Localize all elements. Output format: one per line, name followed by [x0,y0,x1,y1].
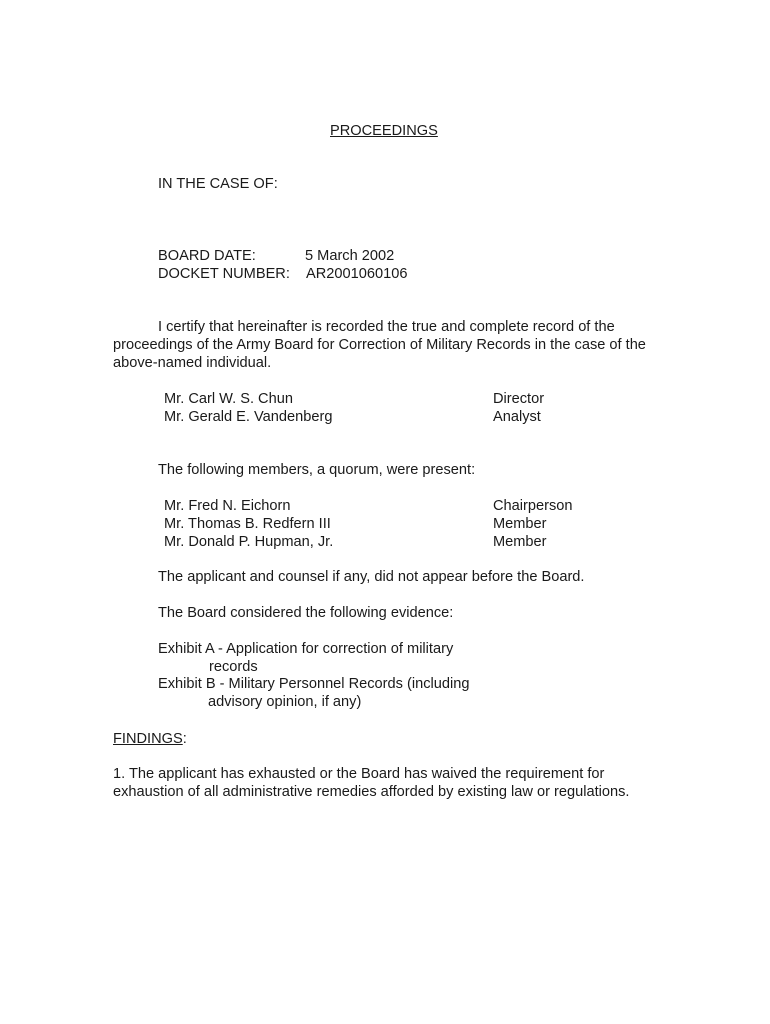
member-name: Mr. Donald P. Hupman, Jr. [164,534,334,550]
quorum-statement: The following members, a quorum, were present: [158,462,476,478]
staff-role: Analyst [493,409,541,425]
findings-heading [113,730,187,748]
docket-number-label: DOCKET NUMBER: [158,266,290,282]
board-date-value: 5 March 2002 [305,248,395,264]
member-role: Member [493,516,547,532]
exhibit-line-continued: advisory opinion, if any) [208,694,362,710]
member-role: Chairperson [493,498,573,514]
findings-colon: : [182,731,187,747]
staff-name: Mr. Carl W. S. Chun [164,391,293,407]
evidence-statement: The Board considered the following evidence: [158,605,454,621]
member-name: Mr. Fred N. Eichorn [164,498,291,514]
document-title: PROCEEDINGS [330,123,438,139]
docket-number-value: AR2001060106 [306,266,408,282]
exhibit-line-continued: records [209,659,258,675]
exhibit-line: Exhibit B - Military Personnel Records (including [158,676,470,692]
finding-paragraph: 1. The applicant has exhausted or the Board has waived the requirement for exhaustion of all administrative remedies afforded by existing law or regulations. [113,766,630,800]
case-label: IN THE CASE OF: [158,176,278,192]
staff-role: Director [493,391,545,407]
member-role: Member [493,534,547,550]
member-name: Mr. Thomas B. Redfern III [164,516,331,532]
findings-label: FINDINGS [113,731,183,747]
appearance-statement: The applicant and counsel if any, did not appear before the Board. [158,569,585,585]
staff-name: Mr. Gerald E. Vandenberg [164,409,333,425]
exhibit-line: Exhibit A - Application for correction of military [158,641,454,657]
board-date-label: BOARD DATE: [158,248,256,264]
certification-paragraph: I certify that hereinafter is recorded the true and complete record of the proceedings of the Army Board for Correction of Military Records in the case of the above-named individual. [113,319,646,371]
